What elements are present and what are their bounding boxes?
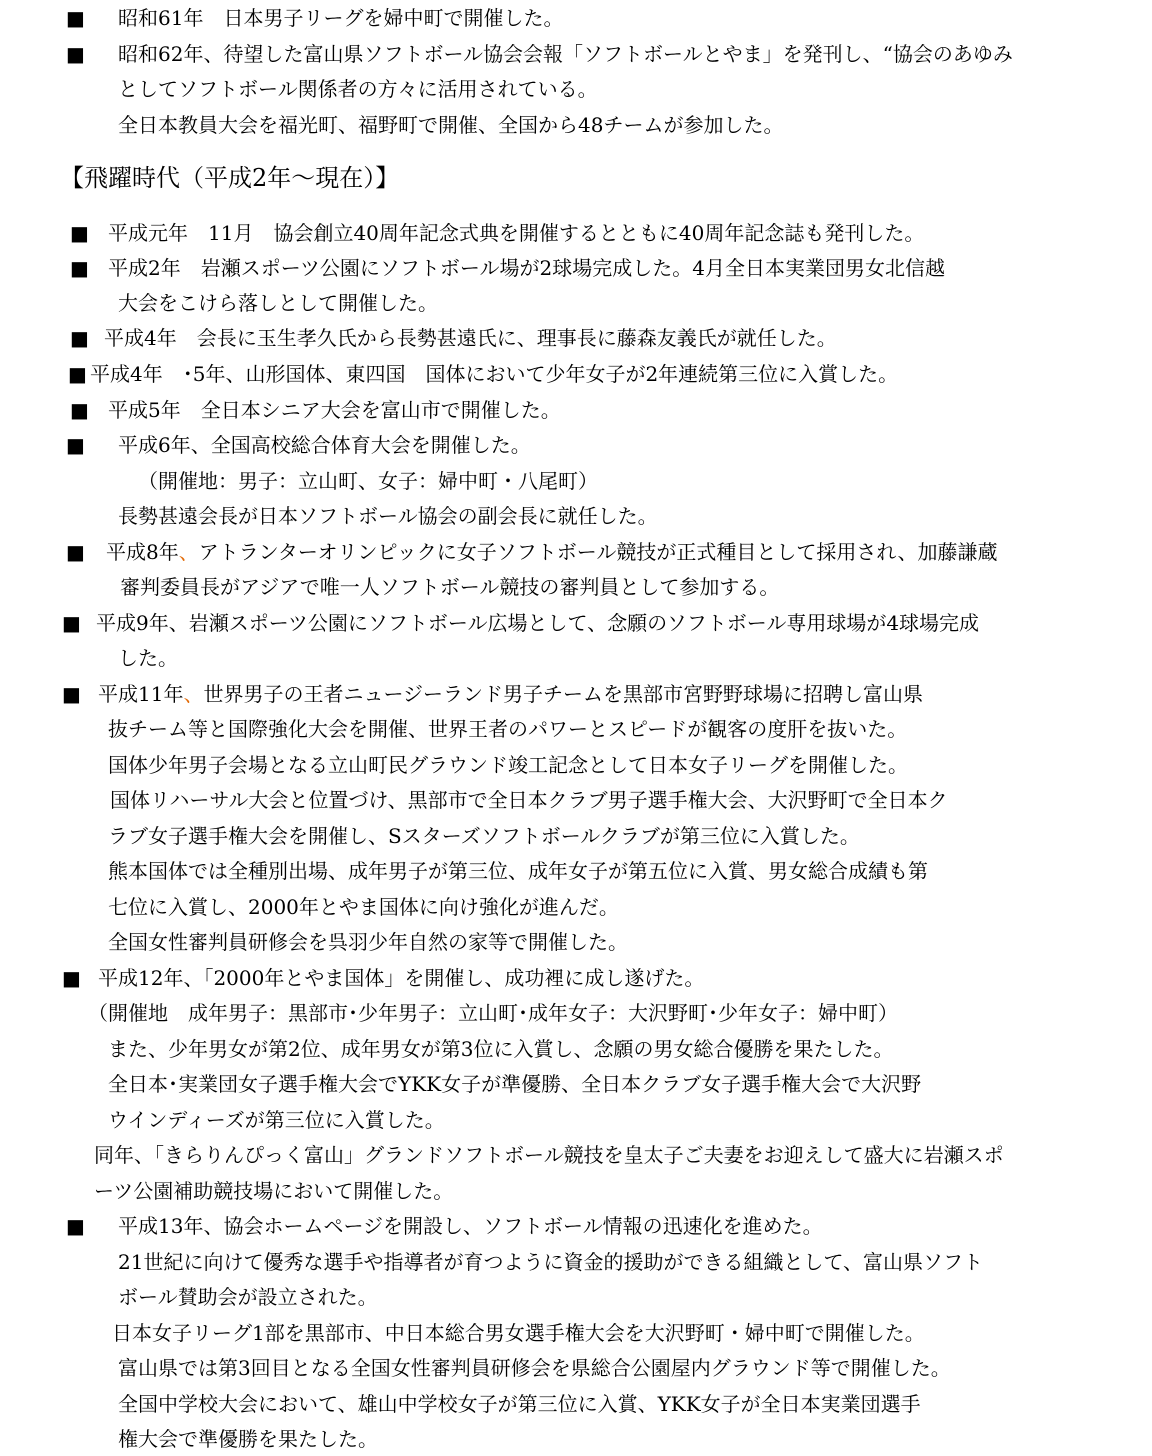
entry-h11-line6: 熊本国体では全種別出場、成年男子が第三位、成年女子が第五位に入賞、男女総合成績も第	[108, 859, 928, 883]
entry-h11-year: 平成11年	[98, 682, 184, 706]
entry-h12-line4: 全日本･実業団女子選手権大会でYKK女子が準優勝、全日本クラブ女子選手権大会で大沢野	[108, 1072, 922, 1096]
entry-h4a-line1: 平成4年 会長に玉生孝久氏から長勢甚遠氏に、理事長に藤森友義氏が就任した。	[104, 326, 837, 350]
entry-h12-line1: 平成12年、「2000年とやま国体」を開催し、成功裡に成し遂げた。	[98, 966, 705, 990]
entry-h11-line5: ラブ女子選手権大会を開催し、Sスターズソフトボールクラブが第三位に入賞した。	[108, 824, 860, 848]
entry-h13-line4: 日本女子リーグ1部を黒部市、中日本総合男女選手権大会を大沢野町・婦中町で開催した。	[112, 1321, 925, 1345]
entry-h12-line5: ウインディーズが第三位に入賞した。	[108, 1108, 445, 1132]
bullet-icon: ■	[68, 362, 87, 386]
entry-h12-line2: （開催地 成年男子：黒部市･少年男子：立山町･成年女子：大沢野町･少年女子：婦中町）	[88, 1001, 898, 1025]
entry-h11-line3: 国体少年男子会場となる立山町民グラウンド竣工記念として日本女子リーグを開催した。	[108, 753, 908, 777]
bullet-icon: ■	[66, 42, 85, 66]
entry-h12-line7: ーツ公園補助競技場において開催した。	[94, 1179, 454, 1203]
entry-h8-accent-comma: 、	[178, 540, 199, 564]
entry-h8-text: アトランターオリンピックに女子ソフトボール競技が正式種目として採用され、加藤謙蔵	[198, 540, 998, 564]
entry-h12-line6: 同年、「きらりんぴっく富山」グランドソフトボール競技を皇太子ご夫妻をお迎えして盛大に岩瀬スポ	[94, 1143, 1004, 1167]
entry-s62-line2: としてソフトボール関係者の方々に活用されている。	[118, 77, 598, 101]
entry-h11-line4: 国体リハーサル大会と位置づけ、黒部市で全日本クラブ男子選手権大会、大沢野町で全日本ク	[110, 788, 948, 812]
entry-h6-line3: 長勢甚遠会長が日本ソフトボール協会の副会長に就任した。	[118, 504, 658, 528]
entry-s62-line3: 全日本教員大会を福光町、福野町で開催、全国から48チームが参加した。	[118, 113, 784, 137]
entry-h2-line1: 平成2年 岩瀬スポーツ公園にソフトボール場が2球場完成した。4月全日本実業団男女北信越	[108, 256, 945, 280]
entry-h1-line1: 平成元年 11月 協会創立40周年記念式典を開催するとともに40周年記念誌も発刊した。	[108, 221, 925, 245]
bullet-icon: ■	[62, 966, 81, 990]
section-heading: 【飛躍時代（平成2年～現在）】	[60, 164, 400, 192]
bullet-icon: ■	[70, 256, 89, 280]
entry-h2-line2: 大会をこけら落しとして開催した。	[118, 291, 438, 315]
entry-h13-line1: 平成13年、協会ホームページを開設し、ソフトボール情報の迅速化を進めた。	[118, 1214, 823, 1238]
entry-h8-year: 平成8年	[106, 540, 179, 564]
bullet-icon: ■	[70, 398, 89, 422]
bullet-icon: ■	[62, 611, 81, 635]
entry-h12-line3: また、少年男女が第2位、成年男女が第3位に入賞し、念願の男女総合優勝を果たした。	[108, 1037, 894, 1061]
entry-h6-line1: 平成6年、全国高校総合体育大会を開催した。	[118, 433, 531, 457]
entry-s62-line1: 昭和62年、待望した富山県ソフトボール協会会報「ソフトボールとやま」を発刊し、“協会のあゆみ	[118, 42, 1013, 66]
entry-h4b-line1: 平成4年 ･5年、山形国体、東四国 国体において少年女子が2年連続第三位に入賞した。	[90, 362, 899, 386]
entry-h11-line1	[98, 681, 923, 707]
bullet-icon: ■	[62, 682, 81, 706]
entry-h13-line2: 21世紀に向けて優秀な選手や指導者が育つように資金的援助ができる組織として、富山県ソフト	[118, 1250, 984, 1274]
bullet-icon: ■	[66, 540, 85, 564]
entry-h8-line1	[106, 539, 998, 565]
entry-h6-line2: （開催地：男子：立山町、女子：婦中町・八尾町）	[138, 469, 598, 493]
entry-h11-line7: 七位に入賞し、2000年とやま国体に向け強化が進んだ。	[108, 895, 619, 919]
entry-h13-line7: 権大会で準優勝を果たした。	[118, 1427, 378, 1451]
entry-h13-line3: ボール賛助会が設立された。	[118, 1285, 378, 1309]
entry-h11-line2: 抜チーム等と国際強化大会を開催、世界王者のパワーとスピードが観客の度肝を抜いた。	[108, 717, 908, 741]
bullet-icon: ■	[66, 6, 85, 30]
entry-h13-line5: 富山県では第3回目となる全国女性審判員研修会を県総合公園屋内グラウンド等で開催した。	[118, 1356, 951, 1380]
entry-h8-line2: 審判委員長がアジアで唯一人ソフトボール競技の審判員として参加する。	[120, 575, 780, 599]
entry-h11-text: 世界男子の王者ニュージーランド男子チームを黒部市宮野野球場に招聘し富山県	[203, 682, 924, 706]
entry-h9-line1: 平成9年、岩瀬スポーツ公園にソフトボール広場として、念願のソフトボール専用球場が4球場完成	[96, 611, 980, 635]
bullet-icon: ■	[70, 221, 89, 245]
entry-h5-line1: 平成5年 全日本シニア大会を富山市で開催した。	[108, 398, 561, 422]
bullet-icon: ■	[66, 433, 85, 457]
bullet-icon: ■	[70, 326, 89, 350]
entry-h11-accent-comma: 、	[183, 682, 204, 706]
entry-s61-line1: 昭和61年 日本男子リーグを婦中町で開催した。	[118, 6, 564, 30]
bullet-icon: ■	[66, 1214, 85, 1238]
entry-h9-line2: した。	[118, 646, 178, 670]
entry-h11-line8: 全国女性審判員研修会を呉羽少年自然の家等で開催した。	[108, 930, 628, 954]
entry-h13-line6: 全国中学校大会において、雄山中学校女子が第三位に入賞、YKK女子が全日本実業団選手	[118, 1392, 921, 1416]
